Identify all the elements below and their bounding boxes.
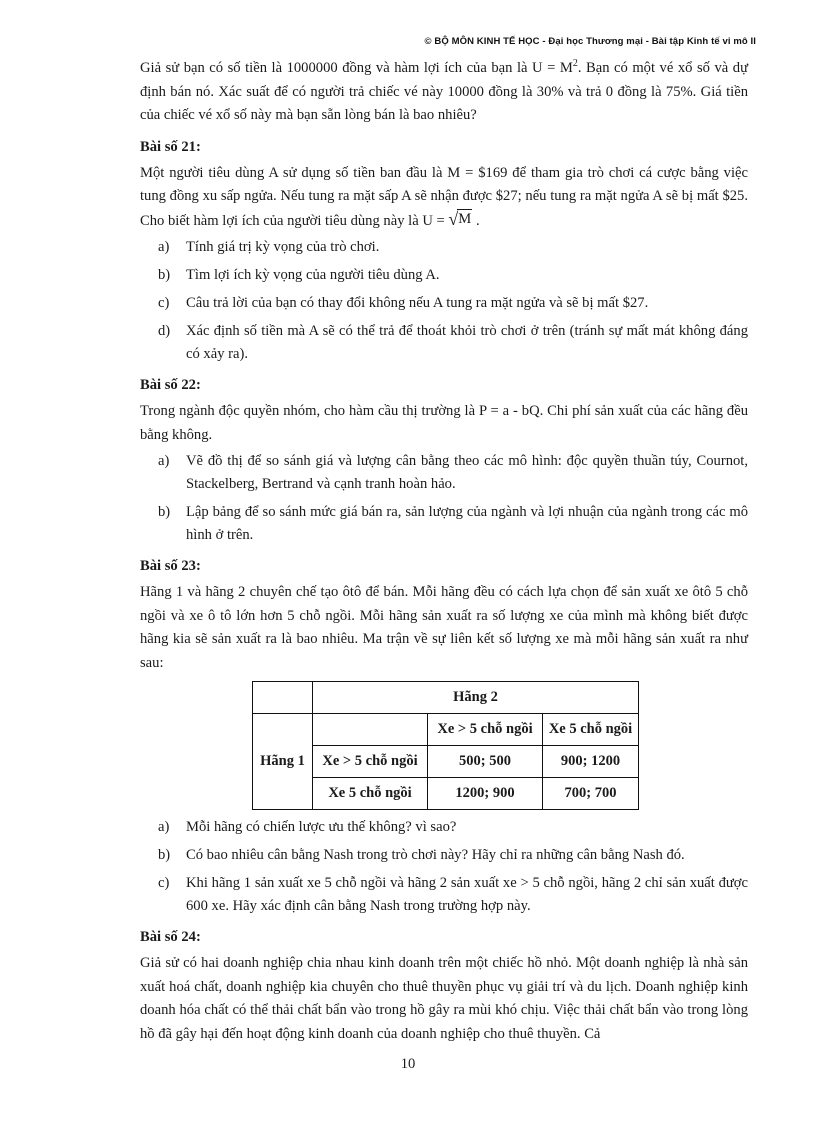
exercise-21-list: [140, 236, 748, 366]
payoff-cell: 1200; 900: [428, 778, 543, 810]
item-label: a): [158, 453, 170, 469]
list-item: [140, 264, 748, 287]
item-label: a): [158, 239, 170, 255]
list-item: [140, 872, 748, 918]
exercise-21-title: Bài số 21:: [140, 138, 201, 155]
content-body: [140, 57, 748, 1046]
payoff-cell: 500; 500: [428, 746, 543, 778]
exercise-21-text-body: Một người tiêu dùng A sử dụng số tiền ban đầu là M = $169 để tham gia trò chơi cá cược bằng việc tung đồng xu sấp ngửa. Nếu tung ra mặt sấp A sẽ nhận được $27; nếu tung ra mặt ngửa A sẽ bị mất $25. Cho biết hàm lợi ích của người tiêu dùng này là U =: [140, 164, 748, 229]
list-item: [140, 450, 748, 496]
item-text: Tính giá trị kỳ vọng của trò chơi.: [186, 239, 380, 255]
item-label: a): [158, 819, 170, 835]
exercise-23-title: Bài số 23:: [140, 558, 201, 574]
item-text: Vẽ đồ thị để so sánh giá và lượng cân bằng theo các mô hình: độc quyền thuần túy, Cournot, Stackelberg, Bertrand và cạnh tranh hoàn hảo.: [186, 453, 748, 492]
page-header: © BỘ MÔN KINH TẾ HỌC - Đại học Thương mại - Bài tập Kinh tế vi mô II: [424, 36, 756, 47]
exercise-23-list: [140, 816, 748, 918]
list-item: [140, 844, 748, 867]
payoff-matrix: [252, 681, 639, 810]
payoff-cell: 700; 700: [543, 778, 639, 810]
exercise-22-text: Trong ngành độc quyền nhóm, cho hàm cầu thị trường là P = a - bQ. Chi phí sản xuất của các hãng đều bằng không.: [140, 403, 748, 443]
list-item: [140, 816, 748, 839]
payoff-cell: 900; 1200: [543, 746, 639, 778]
item-label: b): [158, 504, 171, 520]
sqrt-formula: [448, 209, 472, 228]
item-text: Xác định số tiền mà A sẽ có thể trả để thoát khỏi trò chơi ở trên (tránh sự mất mát không đáng có xảy ra).: [186, 323, 748, 362]
exercise-22-list: [140, 450, 748, 547]
col-header-large: Xe > 5 chỗ ngồi: [428, 714, 543, 746]
item-text: Câu trả lời của bạn có thay đổi không nếu A tung ra mặt ngửa và sẽ bị mất $27.: [186, 295, 649, 311]
exercise-24-title: Bài số 24:: [140, 929, 201, 945]
item-text: Khi hãng 1 sản xuất xe 5 chỗ ngồi và hãng 2 sản xuất xe > 5 chỗ ngồi, hãng 2 chỉ sản xuất được 600 xe. Hãy xác định cân bằng Nash trong trường hợp này.: [186, 875, 748, 914]
exercise-24-text: Giả sử có hai doanh nghiệp chia nhau kinh doanh trên một chiếc hồ nhỏ. Một doanh nghiệp là nhà sản xuất hoá chất, doanh nghiệp kia chuyên cho thuê thuyền phục vụ giải trí và du lịch. Doanh nghiệp kinh doanh hóa chất có thể thải chất bẩn vào trong hồ gây ra mùi khó chịu. Việc thải chất bẩn vào trong lòng hồ đã gây hại đến hoạt động kinh doanh của doanh nghiệp cho thuê thuyền. Cả: [140, 955, 748, 1042]
list-item: [140, 320, 748, 366]
page-number: 10: [400, 1056, 416, 1072]
list-item: [140, 292, 748, 315]
item-label: d): [158, 323, 171, 339]
intro-text-2: . Bạn có một vé xổ số và dự định bán nó. Xác suất để có người trả chiếc vé này 10000 đồng là 30% và trả 0 đồng là 75%. Giá tiền của chiếc vé xổ số này mà bạn sẵn lòng bán là bao nhiêu?: [140, 60, 748, 123]
item-label: c): [158, 875, 170, 891]
exercise-23-text: Hãng 1 và hãng 2 chuyên chế tạo ôtô để bán. Mỗi hãng đều có cách lựa chọn để sản xuất xe ôtô 5 chỗ ngồi và xe ô tô lớn hơn 5 chỗ ngồi. Mỗi hãng sản xuất ra số lượng xe của mình mà không biết được hãng kia sẽ sản xuất ra là bao nhiêu. Ma trận về sự liên kết số lượng xe mà mỗi hãng sản xuất ra như sau:: [140, 584, 748, 671]
intro-paragraph: [140, 57, 748, 128]
sqrt-sign: √: [448, 208, 459, 229]
sqrt-variable: M: [458, 210, 472, 227]
row-header-large: Xe > 5 chỗ ngồi: [313, 746, 428, 778]
row-header-small: Xe 5 chỗ ngồi: [313, 778, 428, 810]
empty-cell: [313, 714, 428, 746]
item-label: b): [158, 267, 171, 283]
corner-cell: [253, 682, 313, 714]
list-item: [140, 236, 748, 259]
firm1-header: Hãng 1: [253, 714, 313, 810]
item-label: b): [158, 847, 171, 863]
list-item: [140, 501, 748, 547]
item-text: Tìm lợi ích kỳ vọng của người tiêu dùng A.: [186, 267, 440, 283]
item-text: Có bao nhiêu cân bằng Nash trong trò chơi này? Hãy chỉ ra những cân bằng Nash đó.: [186, 847, 685, 863]
exercise-22-title: Bài số 22:: [140, 377, 201, 393]
intro-text-1: Giả sử bạn có số tiền là 1000000 đồng và hàm lợi ích của bạn là U = M: [140, 60, 573, 76]
exercise-21-text-end: .: [475, 212, 480, 229]
item-text: Mỗi hãng có chiến lược ưu thế không? vì sao?: [186, 819, 457, 835]
item-label: c): [158, 295, 170, 311]
intro-superscript: 2: [572, 58, 578, 69]
firm2-header: Hãng 2: [313, 682, 639, 714]
exercise-21-text: [140, 162, 748, 234]
col-header-small: Xe 5 chỗ ngồi: [543, 714, 639, 746]
item-text: Lập bảng để so sánh mức giá bán ra, sản lượng của ngành và lợi nhuận của ngành trong các mô hình ở trên.: [186, 504, 748, 543]
